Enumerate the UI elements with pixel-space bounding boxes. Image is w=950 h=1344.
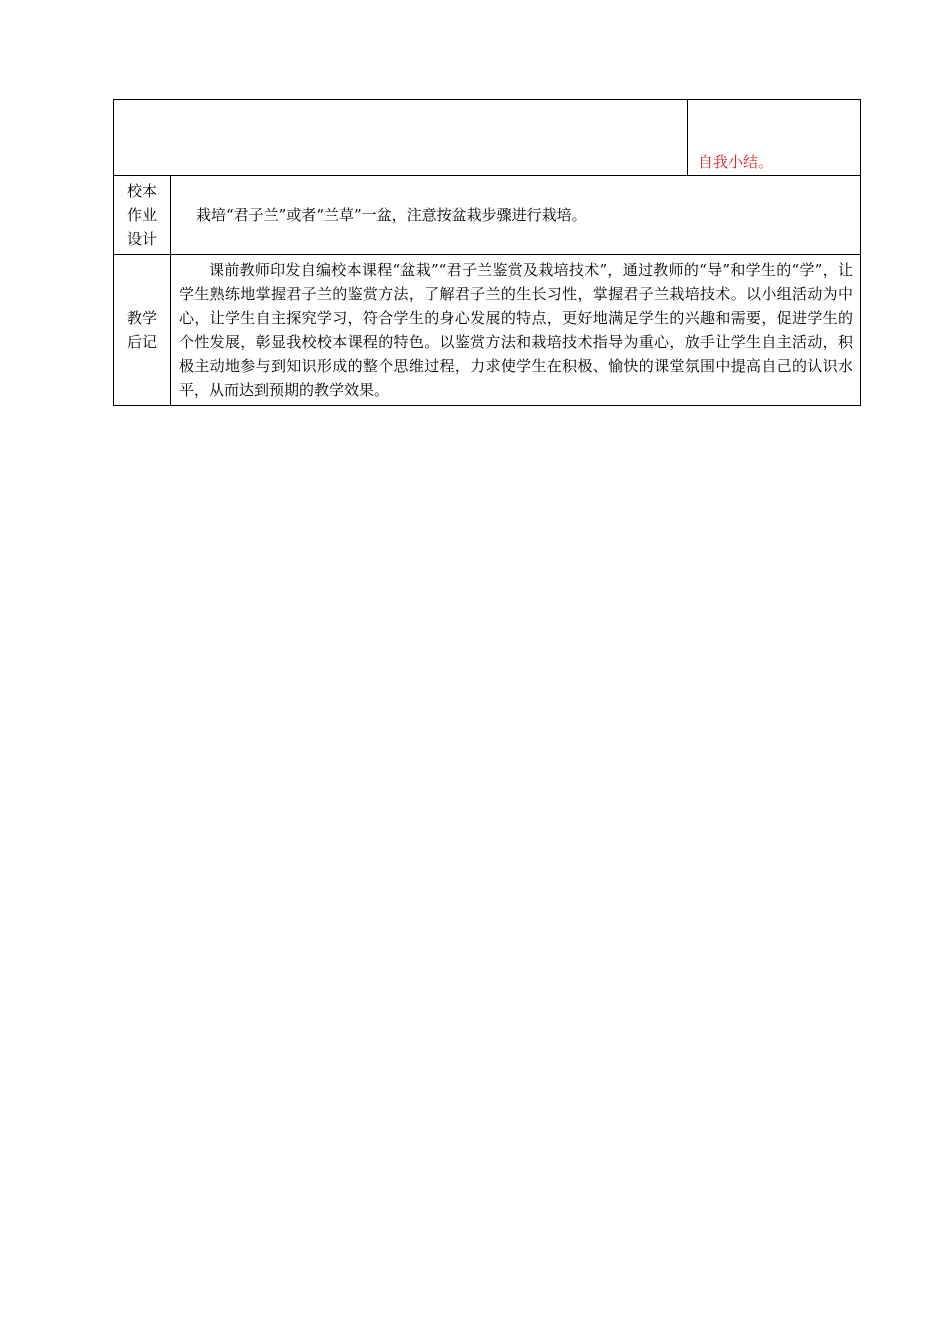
table-row-top — [114, 100, 861, 176]
notes-content-cell — [171, 255, 861, 406]
homework-label-line: 设计 — [126, 230, 157, 248]
self-summary-label: 自我小结。 — [698, 153, 774, 171]
lesson-plan-table — [113, 99, 861, 406]
top-content-cell — [114, 100, 688, 176]
notes-label-line: 后记 — [126, 333, 157, 351]
table-row-homework — [114, 176, 861, 255]
table-row-notes — [114, 255, 861, 406]
homework-content-cell — [171, 176, 861, 255]
notes-content: 课前教师印发自编校本课程“盆栽”“君子兰鉴赏及栽培技术”，通过教师的“导”和学生的“学”，让学生熟练地掌握君子兰的鉴赏方法，了解君子兰的生长习性，掌握君子兰栽培技术。以小组活动为中心，让学生自主探究学习，符合学生的身心发展的特点，更好地满足学生的兴趣和需要，促进学生的个性发展，彰显我校校本课程的特色。以鉴赏方法和栽培技术指导为重心，放手让学生自主活动，积极主动地参与到知识形成的整个思维过程，力求使学生在积极、愉快的课堂氛围中提高自己的认识水平，从而达到预期的教学效果。 — [179, 261, 853, 399]
homework-label-line: 校本 — [126, 182, 157, 200]
self-summary-cell — [688, 100, 861, 176]
homework-label-cell — [114, 176, 171, 255]
homework-content: 栽培“君子兰”或者“兰草”一盆，注意按盆栽步骤进行栽培。 — [196, 206, 587, 224]
notes-label-line: 教学 — [126, 309, 157, 327]
homework-label-line: 作业 — [126, 206, 157, 224]
notes-label-cell — [114, 255, 171, 406]
